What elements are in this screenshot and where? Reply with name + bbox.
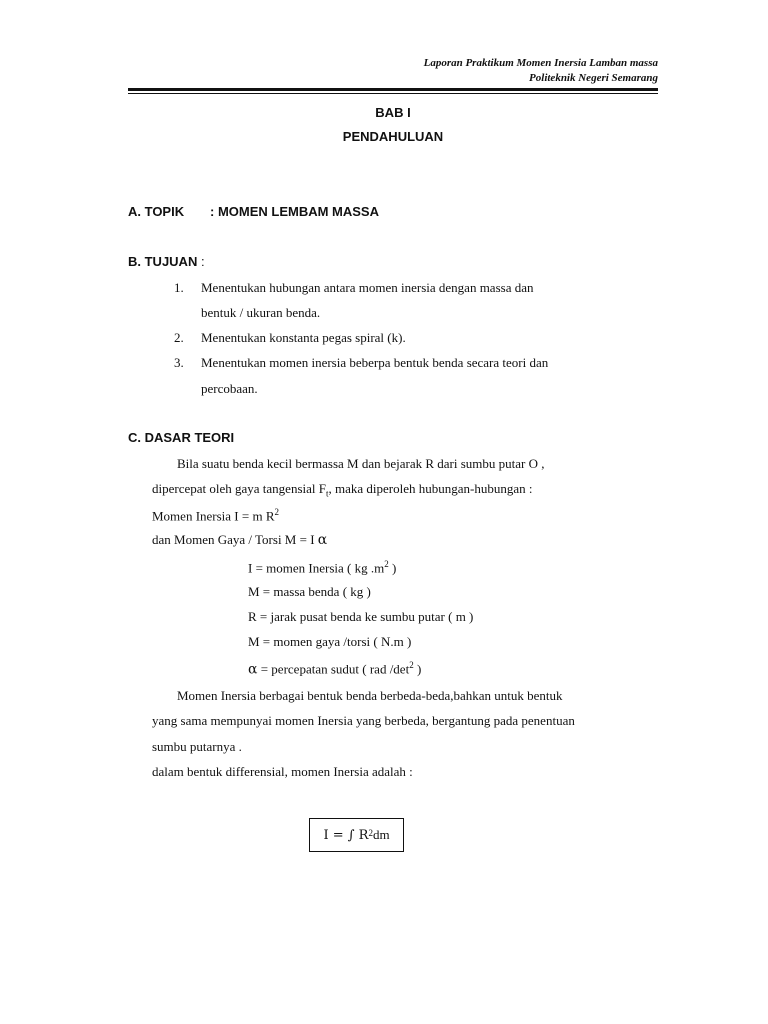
list-item-text-cont: bentuk / ukuran benda.	[201, 305, 321, 320]
paragraph-2-line-1: Momen Inersia berbagai bentuk benda berbeda-beda,bahkan untuk bentuk	[177, 688, 563, 703]
alpha-symbol: α	[317, 532, 328, 548]
formula-momen-inersia-sup: 2	[274, 507, 280, 517]
paragraph-1-line-1: Bila suatu benda kecil bermassa M dan bejarak R dari sumbu putar O ,	[177, 456, 545, 471]
definition-alpha-text: = percepatan sudut ( rad /det	[257, 661, 410, 677]
section-topik-value: : MOMEN LEMBAM MASSA	[210, 204, 379, 219]
definition-alpha	[248, 660, 421, 677]
alpha-symbol: α	[248, 661, 258, 678]
definition-i-end: )	[388, 560, 397, 576]
definition-i	[248, 559, 396, 576]
list-item-text-cont: percobaan.	[201, 381, 258, 396]
header-rule-thin	[128, 93, 658, 94]
paragraph-1-line-2	[152, 481, 533, 499]
formula-momen-gaya-text: dan Momen Gaya / Torsi M = I	[152, 532, 318, 547]
chapter-title: PENDAHULUAN	[342, 129, 444, 144]
header-institution: Politeknik Negeri Semarang	[529, 72, 658, 84]
paragraph-2-line-3: sumbu putarnya .	[152, 739, 242, 754]
formula-momen-inersia	[152, 507, 279, 524]
p1-text-a: dipercepat oleh gaya tangensial F	[152, 481, 326, 496]
definition-m-mass: M = massa benda ( kg )	[248, 584, 371, 599]
integral-formula-end: dm	[372, 827, 390, 842]
integral-formula-sup: 2	[368, 828, 373, 838]
list-item-number: 3.	[174, 355, 184, 370]
chapter-number: BAB I	[375, 105, 411, 120]
definition-alpha-sup: 2	[409, 660, 414, 670]
definition-r: R = jarak pusat benda ke sumbu putar ( m )	[248, 609, 474, 624]
section-dasar-teori-label: C. DASAR TEORI	[128, 430, 235, 445]
section-tujuan-heading	[128, 254, 205, 269]
list-item-text: Menentukan momen inersia beberpa bentuk benda secara teori dan	[201, 355, 549, 370]
header-rule-thick	[128, 88, 658, 91]
force-subscript: t	[326, 488, 329, 499]
formula-momen-gaya	[152, 532, 327, 548]
definition-i-sup: 2	[384, 559, 389, 569]
definition-alpha-end: )	[413, 661, 422, 677]
p1-text-b: , maka diperoleh hubungan-hubungan :	[328, 481, 533, 496]
header-report-title: Laporan Praktikum Momen Inersia Lamban massa	[423, 57, 658, 69]
section-tujuan-label: B. TUJUAN	[128, 254, 198, 269]
list-item-number: 2.	[174, 330, 184, 345]
formula-box-integral	[309, 818, 404, 852]
list-item-text: Menentukan konstanta pegas spiral (k).	[201, 330, 406, 345]
paragraph-2-line-2: yang sama mempunyai momen Inersia yang berbeda, bergantung pada penentuan	[152, 713, 575, 728]
paragraph-3: dalam bentuk differensial, momen Inersia adalah :	[152, 764, 413, 779]
list-item-number: 1.	[174, 280, 184, 295]
section-topik-label: A. TOPIK	[128, 204, 185, 219]
integral-formula-text: I = ∫ R	[323, 827, 369, 843]
section-tujuan-colon: :	[200, 254, 205, 269]
definition-i-text: I = momen Inersia ( kg .m	[248, 560, 385, 576]
definition-m-torque: M = momen gaya /torsi ( N.m )	[248, 634, 412, 649]
list-item-text: Menentukan hubungan antara momen inersia dengan massa dan	[201, 280, 534, 295]
formula-momen-inersia-text: Momen Inersia I = m R	[152, 508, 275, 524]
